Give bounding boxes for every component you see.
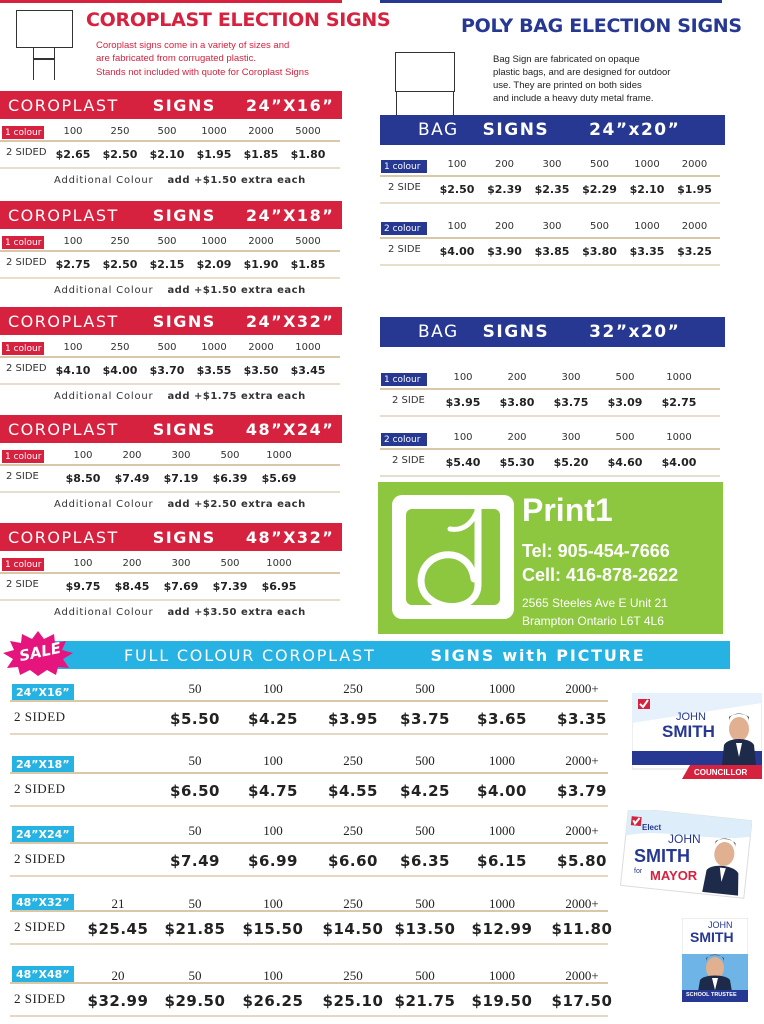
row-divider — [380, 415, 720, 417]
price-cell: $6.35 — [400, 852, 450, 870]
band-word-signs: SIGNS — [152, 311, 216, 331]
band-word: BAG — [418, 322, 459, 342]
qty-header: 1000 — [201, 342, 227, 353]
price-cell: $1.80 — [290, 148, 326, 161]
band-word: COROPLAST — [8, 205, 119, 225]
qty-header: 2000+ — [565, 753, 599, 768]
price-cell: $3.79 — [557, 782, 607, 800]
price-cell: $19.50 — [471, 992, 533, 1010]
colour-tag: 2 colour — [381, 433, 427, 446]
additional-colour — [54, 607, 306, 618]
row-divider — [0, 277, 340, 279]
row-divider — [0, 599, 340, 601]
band-size: 24”X16” — [245, 95, 335, 115]
row-label: 2 SIDE — [388, 244, 421, 255]
row-label: 2 SIDED — [14, 991, 66, 1006]
price-cell: $8.50 — [65, 472, 101, 485]
band-word: COROPLAST — [8, 95, 119, 115]
price-cell: $3.35 — [557, 710, 607, 728]
qty-header: 500 — [157, 342, 177, 353]
price-cell: $2.50 — [102, 148, 138, 161]
price-cell: $4.10 — [55, 364, 91, 377]
price-cell: $2.65 — [55, 148, 91, 161]
price-cell: $3.90 — [487, 245, 522, 258]
qty-header: 1000 — [489, 681, 515, 696]
qty-header: 50 — [188, 753, 202, 768]
qty-header: 1000 — [634, 221, 660, 232]
qty-header: 100 — [263, 753, 283, 768]
price-cell: $3.50 — [243, 364, 279, 377]
coroplast-band — [0, 307, 342, 335]
colour-tag: 2 colour — [381, 222, 427, 235]
price-cell: $3.55 — [196, 364, 232, 377]
qty-header: 1000 — [666, 372, 692, 383]
price-cell: $6.60 — [328, 852, 378, 870]
row-label: 2 SIDED — [14, 709, 66, 724]
colour-tag: 1 colour — [2, 236, 44, 249]
row-divider — [0, 140, 340, 142]
band-word-signs: SIGNS — [152, 527, 216, 547]
colour-tag: 1 colour — [2, 558, 44, 571]
additional-colour-value: add +$3.50 extra each — [167, 607, 306, 618]
price-cell: $2.15 — [149, 258, 185, 271]
qty-header: 300 — [561, 372, 581, 383]
price-cell: $7.49 — [170, 852, 220, 870]
coroplast-top-rule — [0, 0, 342, 3]
price-cell: $5.50 — [170, 710, 220, 728]
qty-header: 500 — [415, 681, 435, 696]
qty-header: 1000 — [489, 968, 515, 983]
qty-header: 1000 — [666, 432, 692, 443]
price-cell: $4.60 — [607, 456, 643, 469]
coroplast-band — [0, 201, 342, 229]
price-cell: $2.35 — [534, 183, 570, 196]
size-tag: 24”X16” — [12, 684, 74, 701]
row-divider — [10, 805, 608, 807]
print1-logo-mark — [392, 495, 514, 619]
qty-header: 200 — [507, 372, 527, 383]
qty-header: 100 — [453, 432, 473, 443]
row-label: 2 SIDED — [6, 363, 47, 374]
row-label: 2 SIDE — [392, 455, 425, 466]
price-cell: $5.20 — [553, 456, 589, 469]
price-cell: $3.35 — [629, 245, 665, 258]
sign-stand-left — [33, 48, 34, 80]
print1-name: Print1 — [522, 492, 613, 528]
size-tag: 48”X32” — [12, 894, 74, 911]
price-cell: $7.69 — [163, 580, 199, 593]
row-divider — [0, 356, 340, 358]
additional-colour-value: add +$1.50 extra each — [167, 175, 306, 186]
price-cell: $5.30 — [499, 456, 535, 469]
colour-tag: 1 colour — [381, 373, 427, 386]
row-divider — [380, 475, 720, 477]
qty-header: 5000 — [295, 236, 321, 247]
price-cell: $2.29 — [582, 183, 617, 196]
qty-header: 50 — [188, 823, 202, 838]
row-divider — [10, 875, 608, 877]
price-cell: $3.09 — [607, 396, 643, 409]
additional-colour-label: Additional Colour — [54, 175, 154, 186]
qty-header: 250 — [343, 968, 363, 983]
row-label: 2 SIDED — [14, 851, 66, 866]
price-cell: $2.50 — [102, 258, 138, 271]
price-cell: $6.99 — [248, 852, 298, 870]
price-cell: $1.85 — [290, 258, 326, 271]
additional-colour-label: Additional Colour — [54, 391, 154, 402]
row-divider — [0, 383, 340, 385]
price-cell: $3.80 — [499, 396, 535, 409]
price-cell: $6.15 — [477, 852, 527, 870]
additional-colour — [54, 499, 306, 510]
price-cell: $9.75 — [65, 580, 101, 593]
band-size: 24”X18” — [245, 205, 335, 225]
qty-header: 1000 — [266, 450, 292, 461]
price-cell: $3.75 — [400, 710, 450, 728]
price-cell: $21.75 — [394, 992, 456, 1010]
colour-tag: 1 colour — [2, 450, 44, 463]
qty-header: 250 — [343, 823, 363, 838]
price-cell: $4.55 — [328, 782, 378, 800]
additional-colour — [54, 175, 306, 186]
size-tag: 48”X48” — [12, 966, 74, 983]
qty-header: 500 — [415, 968, 435, 983]
price-cell: $2.75 — [55, 258, 91, 271]
price-cell: $17.50 — [551, 992, 613, 1010]
price-cell: $26.25 — [242, 992, 304, 1010]
qty-header: 2000 — [248, 126, 274, 137]
price-cell: $25.45 — [87, 920, 149, 938]
row-divider — [0, 167, 340, 169]
qty-header: 21 — [111, 896, 125, 911]
qty-header: 250 — [343, 753, 363, 768]
price-cell: $3.45 — [290, 364, 326, 377]
row-divider — [0, 491, 340, 493]
bag-description: Bag Sign are fabricated on opaque plastic bags, and are designed for outdoor use. They are printed on both sides and include a heavy duty metal frame. — [493, 54, 671, 104]
price-cell: $3.70 — [149, 364, 185, 377]
qty-header: 300 — [171, 450, 191, 461]
sample-sign-trustee — [682, 918, 748, 1002]
qty-header: 100 — [447, 159, 467, 170]
qty-header: 500 — [220, 558, 240, 569]
s3-last: SMITH — [690, 929, 734, 945]
band-word-signs: SIGNS — [152, 205, 216, 225]
price-cell: $4.00 — [439, 245, 475, 258]
full-colour-band-left: FULL COLOUR COROPLAST — [124, 645, 376, 665]
qty-header: 2000+ — [565, 823, 599, 838]
qty-header: 100 — [63, 342, 83, 353]
row-divider — [380, 448, 720, 450]
row-divider — [10, 700, 608, 702]
qty-header: 300 — [561, 432, 581, 443]
price-cell: $12.99 — [471, 920, 533, 938]
qty-header: 1000 — [634, 159, 660, 170]
additional-colour-value: add +$1.50 extra each — [167, 285, 306, 296]
coroplast-band — [0, 523, 342, 551]
print1-logo — [392, 495, 514, 619]
sign-stand-bar — [33, 58, 55, 60]
row-label: 2 SIDE — [392, 395, 425, 406]
qty-header: 200 — [507, 432, 527, 443]
price-cell: $3.25 — [677, 245, 712, 258]
row-label: 2 SIDED — [6, 147, 47, 158]
additional-colour-label: Additional Colour — [54, 499, 154, 510]
qty-header: 1000 — [201, 126, 227, 137]
price-cell: $4.00 — [661, 456, 697, 469]
price-cell: $7.19 — [163, 472, 199, 485]
price-cell: $29.50 — [164, 992, 226, 1010]
s2-elect: Elect — [642, 823, 662, 832]
row-divider — [10, 733, 608, 735]
qty-header: 250 — [110, 126, 130, 137]
band-word-signs: SIGNS — [152, 419, 216, 439]
price-cell: $32.99 — [87, 992, 149, 1010]
qty-header: 500 — [589, 159, 610, 170]
price-cell: $3.80 — [582, 245, 617, 258]
qty-header: 20 — [111, 968, 125, 983]
qty-header: 2000+ — [565, 896, 599, 911]
row-divider — [10, 772, 608, 774]
price-cell: $7.49 — [114, 472, 150, 485]
qty-header: 200 — [122, 450, 142, 461]
qty-header: 100 — [73, 558, 93, 569]
band-word: COROPLAST — [8, 311, 119, 331]
row-label: 2 SIDE — [6, 579, 39, 590]
full-colour-band-right: SIGNS with PICTURE — [430, 645, 646, 665]
qty-header: 100 — [453, 372, 473, 383]
qty-header: 250 — [110, 342, 130, 353]
price-cell: $5.69 — [261, 472, 297, 485]
price-cell: $2.39 — [487, 183, 522, 196]
price-cell: $4.25 — [248, 710, 298, 728]
coroplast-band — [0, 415, 342, 443]
qty-header: 50 — [188, 968, 202, 983]
sign-stand-right — [54, 48, 55, 80]
qty-header: 500 — [615, 432, 635, 443]
row-divider — [380, 388, 720, 390]
bag-band — [380, 317, 725, 347]
qty-header: 2000 — [248, 236, 274, 247]
price-cell: $5.80 — [557, 852, 607, 870]
qty-header: 100 — [73, 450, 93, 461]
additional-colour-label: Additional Colour — [54, 285, 154, 296]
colour-tag: 1 colour — [2, 126, 44, 139]
row-label: 2 SIDE — [6, 471, 39, 482]
price-cell: $11.80 — [551, 920, 613, 938]
colour-tag: 1 colour — [2, 342, 44, 355]
price-cell: $6.50 — [170, 782, 220, 800]
print1-tel[interactable]: Tel: 905-454-7666 — [522, 541, 670, 561]
price-cell: $4.00 — [102, 364, 138, 377]
print1-cell[interactable]: Cell: 416-878-2622 — [522, 565, 679, 585]
row-divider — [10, 842, 608, 844]
row-divider — [0, 250, 340, 252]
qty-header: 1000 — [201, 236, 227, 247]
s1-last: SMITH — [662, 722, 715, 741]
qty-header: 300 — [542, 159, 562, 170]
qty-header: 50 — [188, 896, 202, 911]
qty-header: 500 — [615, 372, 635, 383]
qty-header: 1000 — [266, 558, 292, 569]
size-tag: 24”X18” — [12, 756, 74, 773]
s2-first: JOHN — [668, 832, 701, 846]
row-divider — [10, 943, 608, 945]
row-label: 2 SIDED — [6, 257, 47, 268]
price-cell: $3.65 — [477, 710, 527, 728]
price-cell: $6.39 — [212, 472, 248, 485]
s2-role: MAYOR — [650, 868, 698, 883]
band-word: BAG — [418, 120, 459, 140]
band-word-signs: SIGNS — [482, 322, 550, 342]
price-cell: $6.95 — [261, 580, 297, 593]
qty-header: 100 — [263, 681, 283, 696]
qty-header: 500 — [415, 753, 435, 768]
price-cell: $2.10 — [629, 183, 665, 196]
s3-first: JOHN — [708, 920, 733, 930]
s2-last: SMITH — [634, 846, 690, 866]
qty-header: 2000+ — [565, 968, 599, 983]
price-cell: $25.10 — [322, 992, 384, 1010]
colour-tag: 1 colour — [381, 160, 427, 173]
qty-header: 500 — [220, 450, 240, 461]
row-divider — [380, 175, 720, 177]
qty-header: 500 — [589, 221, 610, 232]
qty-header: 1000 — [489, 753, 515, 768]
print1-address: 2565 Steeles Ave E Unit 21 Brampton Ontario L6T 4L6 — [522, 596, 668, 628]
price-cell: $13.50 — [394, 920, 456, 938]
price-cell: $2.09 — [196, 258, 232, 271]
price-cell: $5.40 — [445, 456, 481, 469]
band-word-signs: SIGNS — [482, 120, 550, 140]
s1-role: COUNCILLOR — [694, 768, 748, 777]
bag-band — [380, 115, 725, 145]
band-word-signs: SIGNS — [152, 95, 216, 115]
row-divider — [0, 572, 340, 574]
qty-header: 500 — [157, 236, 177, 247]
price-cell: $4.25 — [400, 782, 450, 800]
row-divider — [380, 264, 720, 266]
size-tag: 24”X24” — [12, 826, 74, 843]
qty-header: 100 — [63, 126, 83, 137]
price-cell: $4.75 — [248, 782, 298, 800]
price-cell: $2.10 — [149, 148, 185, 161]
qty-header: 250 — [343, 681, 363, 696]
qty-header: 2000 — [681, 159, 708, 170]
band-word: COROPLAST — [8, 527, 119, 547]
s3-role: SCHOOL TRUSTEE — [686, 992, 737, 998]
row-label: 2 SIDED — [14, 781, 66, 796]
qty-header: 2000 — [248, 342, 274, 353]
price-cell: $7.39 — [212, 580, 248, 593]
additional-colour-value: add +$1.75 extra each — [167, 391, 306, 402]
additional-colour-label: Additional Colour — [54, 607, 154, 618]
row-divider — [380, 237, 720, 239]
price-cell: $14.50 — [322, 920, 384, 938]
qty-header: 1000 — [489, 823, 515, 838]
price-cell: $8.45 — [114, 580, 150, 593]
price-cell: $3.95 — [445, 396, 481, 409]
price-cell: $4.00 — [477, 782, 527, 800]
qty-header: 200 — [122, 558, 142, 569]
full-colour-band — [40, 641, 730, 669]
s1-first: JOHN — [676, 711, 706, 723]
row-divider — [10, 1015, 608, 1017]
price-cell: $21.85 — [164, 920, 226, 938]
additional-colour — [54, 285, 306, 296]
qty-header: 2000 — [681, 221, 708, 232]
additional-colour-value: add +$2.50 extra each — [167, 499, 306, 510]
qty-header: 300 — [171, 558, 191, 569]
qty-header: 50 — [188, 681, 202, 696]
price-cell: $15.50 — [242, 920, 304, 938]
qty-header: 1000 — [295, 342, 321, 353]
band-size: 24”x20” — [589, 120, 681, 140]
coroplast-description: Coroplast signs come in a variety of sizes and are fabricated from corrugated plastic. Stands not included with quote for Coroplast Signs — [96, 40, 309, 78]
band-size: 32”x20” — [589, 322, 681, 342]
qty-header: 500 — [157, 126, 177, 137]
s2-for: for — [634, 868, 643, 875]
bag-frame-left — [396, 92, 397, 116]
qty-header: 2000+ — [565, 681, 599, 696]
qty-header: 100 — [263, 968, 283, 983]
price-cell: $1.95 — [196, 148, 232, 161]
bag-top-rule — [380, 0, 722, 3]
qty-header: 100 — [63, 236, 83, 247]
coroplast-band — [0, 91, 342, 119]
price-cell: $1.85 — [243, 148, 279, 161]
price-cell: $1.95 — [677, 183, 712, 196]
qty-header: 300 — [542, 221, 562, 232]
price-cell: $1.90 — [243, 258, 279, 271]
sample-sign-councillor — [632, 693, 762, 783]
price-cell: $3.95 — [328, 710, 378, 728]
qty-header: 100 — [447, 221, 467, 232]
band-size: 48”X32” — [245, 527, 335, 547]
qty-header: 200 — [494, 221, 515, 232]
price-cell: $2.75 — [661, 396, 697, 409]
coroplast-title: COROPLAST ELECTION SIGNS — [86, 9, 391, 31]
band-word: COROPLAST — [8, 419, 119, 439]
qty-header: 100 — [263, 823, 283, 838]
row-divider — [0, 464, 340, 466]
price-cell: $3.75 — [553, 396, 589, 409]
sample-sign-mayor — [620, 810, 752, 900]
row-label: 2 SIDED — [14, 919, 66, 934]
coroplast-sign-icon — [16, 10, 73, 48]
bag-frame-right — [453, 92, 454, 116]
price-cell: $2.50 — [439, 183, 475, 196]
qty-header: 250 — [110, 236, 130, 247]
bag-sign-icon — [395, 52, 455, 92]
qty-header: 200 — [494, 159, 515, 170]
row-divider — [380, 202, 720, 204]
qty-header: 250 — [343, 896, 363, 911]
qty-header: 5000 — [295, 126, 321, 137]
sale-label: SALE — [17, 638, 63, 666]
band-size: 24”X32” — [245, 311, 335, 331]
band-size: 48”X24” — [245, 419, 335, 439]
price-cell: $3.85 — [534, 245, 570, 258]
qty-header: 100 — [263, 896, 283, 911]
row-label: 2 SIDE — [388, 182, 421, 193]
qty-header: 500 — [415, 823, 435, 838]
bag-title: POLY BAG ELECTION SIGNS — [461, 15, 742, 37]
additional-colour — [54, 391, 306, 402]
qty-header: 1000 — [489, 896, 515, 911]
qty-header: 500 — [415, 896, 435, 911]
